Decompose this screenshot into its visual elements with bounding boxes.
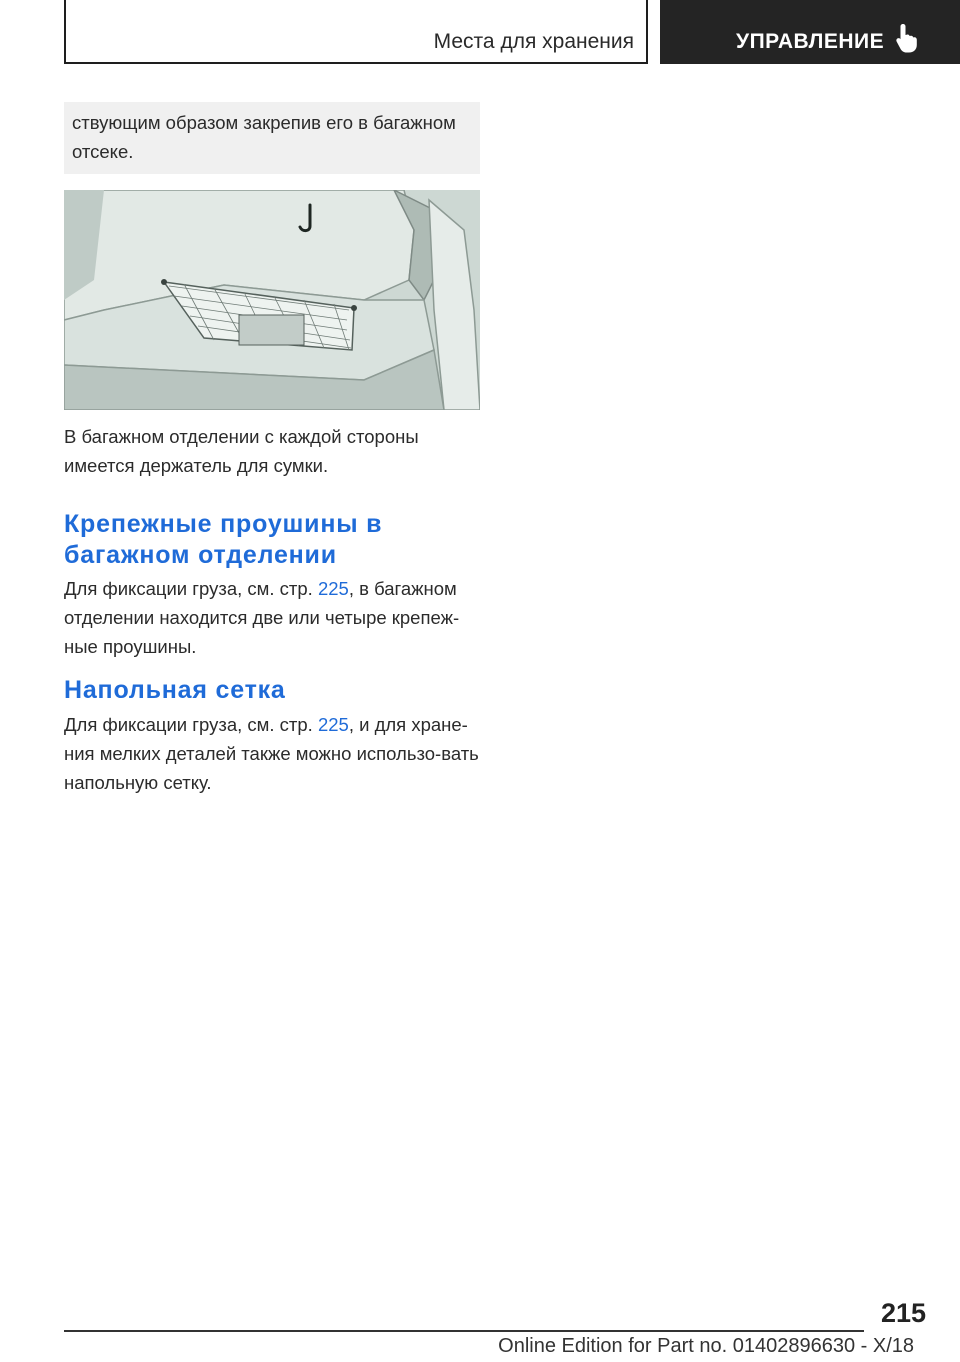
lashing-eyelets-heading: Крепежные проушины в багажном отделении bbox=[64, 510, 383, 569]
section-title: Места для хранения bbox=[433, 30, 634, 53]
edition-info: Online Edition for Part no. 01402896630 - X/18 bbox=[498, 1335, 914, 1357]
paragraph-lashing-eyelets bbox=[64, 574, 480, 661]
page-number: 215 bbox=[880, 1298, 926, 1328]
lashing-eyelets-text bbox=[64, 574, 480, 661]
pointing-hand-icon bbox=[894, 22, 920, 54]
heading-lashing-eyelets bbox=[64, 509, 480, 571]
header-section-box bbox=[64, 0, 648, 64]
header-chapter-box bbox=[660, 0, 960, 64]
footer-divider bbox=[64, 1330, 864, 1332]
trunk-illustration bbox=[64, 190, 480, 410]
note-box bbox=[64, 102, 480, 174]
note-text: ствующим образом закрепив его в багажном отсеке. bbox=[72, 112, 456, 162]
floor-net-text bbox=[64, 710, 480, 797]
page-link-225[interactable]: 225 bbox=[317, 714, 349, 735]
floor-net-heading: Напольная сетка bbox=[64, 676, 286, 704]
text-segment: , и для хране-ния мелких деталей также можно использо-вать напольную сетку. bbox=[64, 714, 479, 793]
text-segment: , в багажном отделении находится две или четыре крепеж-ные проушины. bbox=[64, 578, 460, 657]
heading-floor-net bbox=[64, 675, 480, 706]
chapter-title: УПРАВЛЕНИЕ bbox=[736, 30, 885, 53]
text-segment: Для фиксации груза, см. стр. bbox=[64, 714, 318, 735]
trunk-drawing bbox=[64, 190, 480, 410]
caption-text: В багажном отделении с каждой стороны имеется держатель для сумки. bbox=[64, 426, 419, 476]
page-link-225[interactable]: 225 bbox=[317, 578, 349, 599]
figure-caption bbox=[64, 422, 480, 480]
paragraph-floor-net bbox=[64, 710, 480, 797]
text-segment: Для фиксации груза, см. стр. bbox=[64, 578, 318, 599]
